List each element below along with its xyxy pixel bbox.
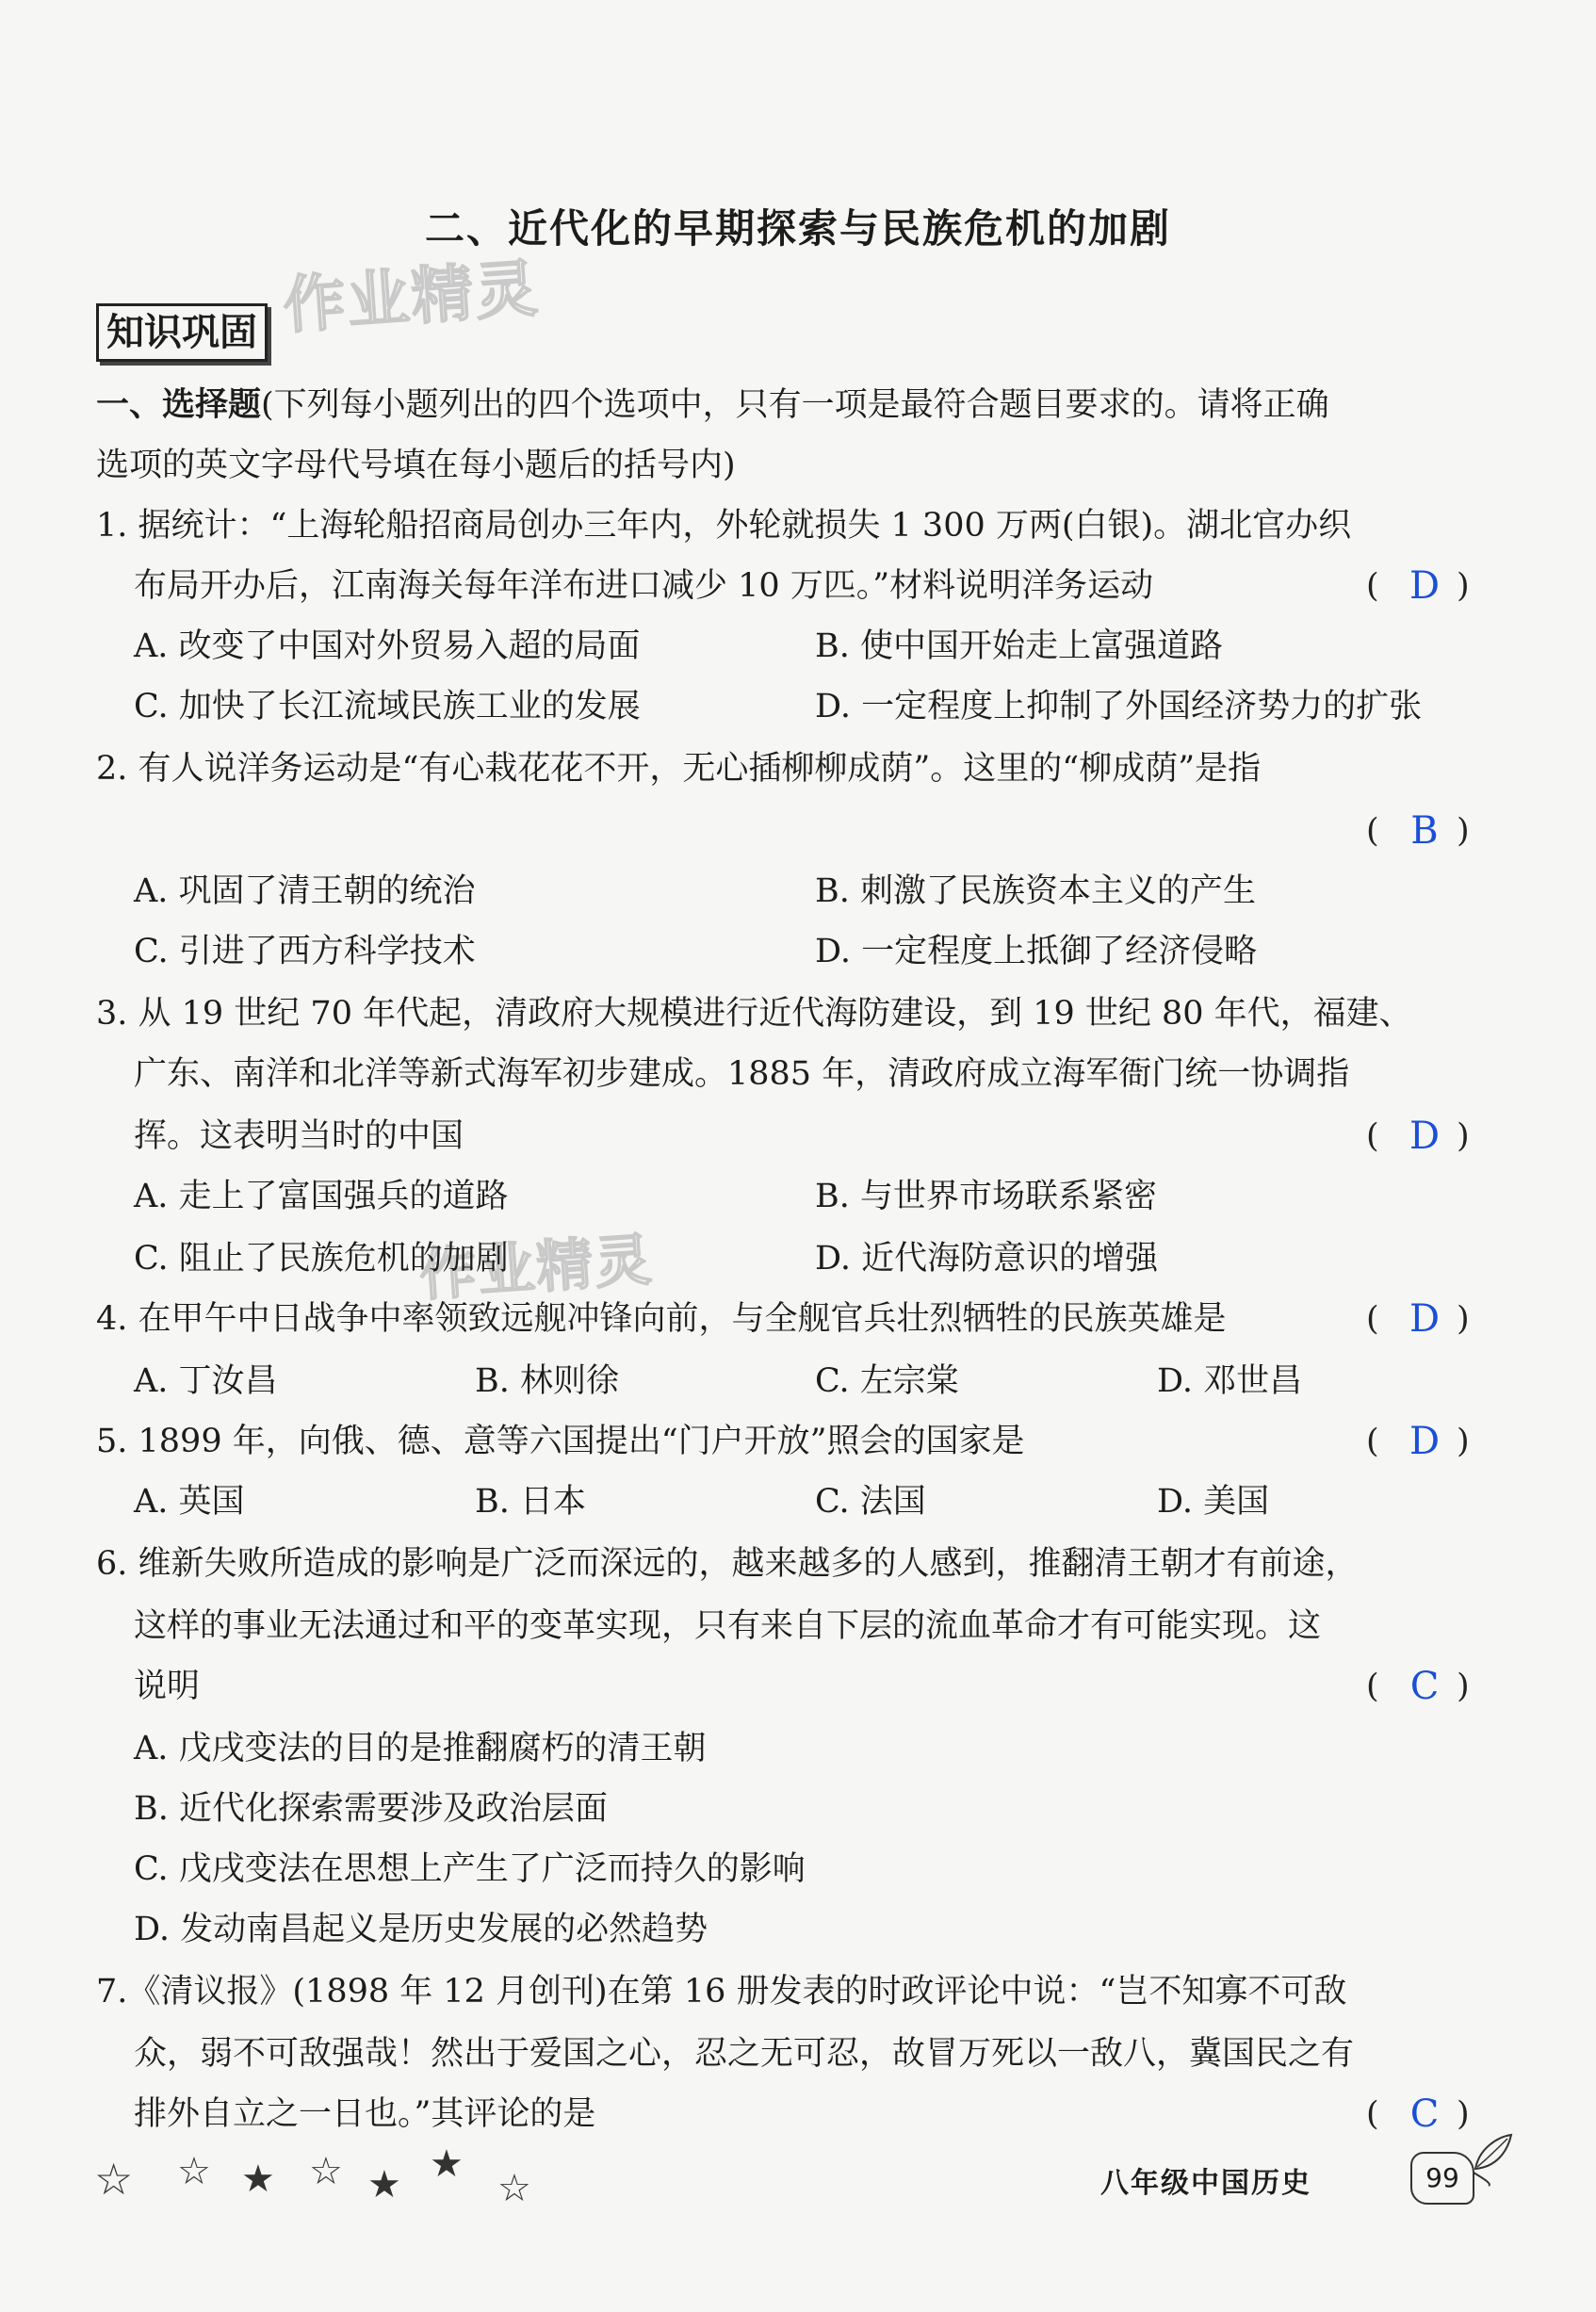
star-icon: ☆ bbox=[497, 2167, 531, 2210]
option: D. 邓世昌 bbox=[1157, 1362, 1303, 1400]
question-6-line: 这样的事业无法通过和平的变革实现，只有来自下层的流血革命才有可能实现。这 bbox=[134, 1607, 1322, 1645]
instruction-label: 一、选择题 bbox=[96, 386, 262, 424]
option: D. 发动南昌起义是历史发展的必然趋势 bbox=[134, 1911, 708, 1948]
answer-letter: D bbox=[1409, 1297, 1441, 1341]
answer-letter: C bbox=[1409, 1665, 1440, 1708]
question-1-line: 1. 据统计：“上海轮船招商局创办三年内，外轮就损失 1 300 万两(白银)。湖北官办织 bbox=[96, 507, 1352, 545]
option: C. 左宗棠 bbox=[815, 1362, 959, 1400]
question-3-line: 3. 从 19 世纪 70 年代起，清政府大规模进行近代海防建设，到 19 世纪 80 年代，福建、 bbox=[96, 995, 1412, 1033]
option: B. 林则徐 bbox=[475, 1362, 619, 1400]
question-3-line: 广东、南洋和北洋等新式海军初步建成。1885 年，清政府成立海军衙门统一协调指 bbox=[134, 1055, 1350, 1093]
option: B. 与世界市场联系紧密 bbox=[815, 1178, 1157, 1215]
option: A. 改变了中国对外贸易入超的局面 bbox=[134, 627, 641, 665]
instruction-line: 选项的英文字母代号填在每小题后的括号内) bbox=[96, 447, 736, 484]
star-icon: ★ bbox=[367, 2163, 401, 2206]
option: A. 走上了富国强兵的道路 bbox=[134, 1178, 509, 1215]
answer-letter: B bbox=[1410, 809, 1439, 853]
star-icon: ☆ bbox=[177, 2150, 211, 2193]
answer-letter: D bbox=[1409, 564, 1441, 608]
page-title: 二、近代化的早期探索与民族危机的加剧 bbox=[424, 205, 1171, 252]
question-6-line: 6. 维新失败所造成的影响是广泛而深远的，越来越多的人感到，推翻清王朝才有前途， bbox=[96, 1545, 1359, 1583]
watermark: 作业精灵 bbox=[281, 252, 542, 343]
instruction-text: (下列每小题列出的四个选项中，只有一项是最符合题目要求的。请将正确 bbox=[261, 386, 1329, 424]
answer-letter: D bbox=[1409, 1420, 1441, 1463]
option: D. 美国 bbox=[1157, 1483, 1270, 1521]
question-2-line: 2. 有人说洋务运动是“有心栽花花不开，无心插柳柳成荫”。这里的“柳成荫”是指 bbox=[96, 750, 1262, 788]
question-1-line: 布局开办后，江南海关每年洋布进口减少 10 万匹。”材料说明洋务运动 bbox=[134, 567, 1154, 605]
option: C. 加快了长江流域民族工业的发展 bbox=[134, 688, 641, 725]
instruction-line bbox=[96, 384, 1329, 426]
option: A. 巩固了清王朝的统治 bbox=[134, 872, 476, 910]
page-number: 99 bbox=[1410, 2152, 1474, 2205]
question-7-line: 排外自立之一日也。”其评论的是 bbox=[134, 2095, 596, 2133]
option: B. 刺激了民族资本主义的产生 bbox=[815, 872, 1256, 910]
option: D. 一定程度上抑制了外国经济势力的扩张 bbox=[815, 688, 1423, 725]
question-4-line: 4. 在甲午中日战争中率领致远舰冲锋向前，与全舰官兵壮烈牺牲的民族英雄是 bbox=[96, 1300, 1227, 1338]
option: A. 戊戌变法的目的是推翻腐朽的清王朝 bbox=[134, 1730, 707, 1767]
section-header: 知识巩固 bbox=[96, 303, 268, 362]
star-icon: ☆ bbox=[309, 2150, 343, 2193]
option: C. 阻止了民族危机的加剧 bbox=[134, 1240, 509, 1278]
question-6-line: 说明 bbox=[134, 1668, 201, 1705]
question-3-line: 挥。这表明当时的中国 bbox=[134, 1117, 464, 1155]
option: B. 近代化探索需要涉及政治层面 bbox=[134, 1790, 608, 1828]
workbook-page: 作业精灵 作业精灵 二、近代化的早期探索与民族危机的加剧 知识巩固 一、选择题(下列每小题列出的四个选项中，只有一项是最符合题目要求的。请将正确 选项的英文字母代号填在每小题后的括号内) 1. 据统计：“上海轮船招商局创办三年内，外轮就损失 1 300 万两(白银)。湖北官办织 布局开办后，江南海关每年洋布进口减少 10 万匹。”材料说明洋务运动 ( D ) A. 改变了中国对外贸易入超的局面 B. 使中国开始走上富强道路 C. 加快了长江流域民族工业的发展 D. 一定程度上抑制了外国经济势力的扩张 2. 有人说洋务运动是“有心栽花花不开，无心插柳柳成荫”。这里的“柳成荫”是指 ( B ) A. 巩固了清王朝的统治 B. 刺激了民族资本主义的产生 C. 引进了西方科学技术 D. 一定程度上抵御了经济侵略 3. 从 19 世纪 70 年代起，清政府大规模进行近代海防建设，到 19 世纪 80 年代，福建、 广东、南洋和北洋等新式海军初步建成。1885 年，清政府成立海军衙门统一协调指 挥。这表明当时的中国 ( D ) A. 走上了富国强兵的道路 B. 与世界市场联系紧密 C. 阻止了民族危机的加剧 D. 近代海防意识的增强 4. 在甲午中日战争中率领致远舰冲锋向前，与全舰官兵壮烈牺牲的民族英雄是 ( D ) A. 丁汝昌 B. 林则徐 C. 左宗棠 D. 邓世昌 5. 1899 年，向俄、德、意等六国提出“门户开放”照会的国家是 ( D ) A. 英国 B. 日本 C. 法国 D. 美国 6. 维新失败所造成的影响是广泛而深远的，越来越多的人感到，推翻清王朝才有前途， 这样的事业无法通过和平的变革实现，只有来自下层的流血革命才有可能实现。这 说明 ( C ) A. 戊戌变法的目的是推翻腐朽的清王朝 B. 近代化探索需要涉及政治层面 C. 戊戌变法在思想上产生了广泛而持久的影响 D. 发动南昌起义是历史发展的必然趋势 7.《清议报》(1898 年 12 月创刊)在第 16 册发表的时政评论中说：“岂不知寡不可敌 众，弱不可敌强哉！然出于爱国之心，忍之无可忍，故冒万死以一敌八，冀国民之有 排外自立之一日也。”其评论的是 ( C ) ☆ ☆ ★ ☆ ★ ★ ☆ 八年级中国历史 99 bbox=[0, 0, 1596, 2312]
answer-letter: C bbox=[1409, 2092, 1440, 2136]
question-7-line: 7.《清议报》(1898 年 12 月创刊)在第 16 册发表的时政评论中说：“岂不知寡不可敌 bbox=[96, 1973, 1347, 2011]
option: D. 一定程度上抵御了经济侵略 bbox=[815, 933, 1258, 970]
star-icon: ★ bbox=[430, 2142, 464, 2186]
option: B. 日本 bbox=[475, 1483, 586, 1521]
star-icon: ☆ bbox=[94, 2154, 134, 2205]
option: A. 英国 bbox=[134, 1483, 245, 1521]
question-7-line: 众，弱不可敌强哉！然出于爱国之心，忍之无可忍，故冒万死以一敌八，冀国民之有 bbox=[134, 2035, 1355, 2073]
option: C. 戊戌变法在思想上产生了广泛而持久的影响 bbox=[134, 1850, 806, 1888]
option: B. 使中国开始走上富强道路 bbox=[815, 627, 1223, 665]
leaf-ornament-icon bbox=[1470, 2131, 1517, 2188]
star-icon: ★ bbox=[241, 2157, 275, 2201]
answer-letter: D bbox=[1409, 1115, 1441, 1158]
footer-subject-label: 八年级中国历史 bbox=[1100, 2167, 1311, 2200]
option: D. 近代海防意识的增强 bbox=[815, 1240, 1159, 1278]
question-5-line: 5. 1899 年，向俄、德、意等六国提出“门户开放”照会的国家是 bbox=[96, 1423, 1025, 1460]
option: C. 引进了西方科学技术 bbox=[134, 933, 476, 970]
option: A. 丁汝昌 bbox=[134, 1362, 278, 1400]
watermark: 作业精灵 bbox=[417, 1227, 656, 1310]
option: C. 法国 bbox=[815, 1483, 926, 1521]
